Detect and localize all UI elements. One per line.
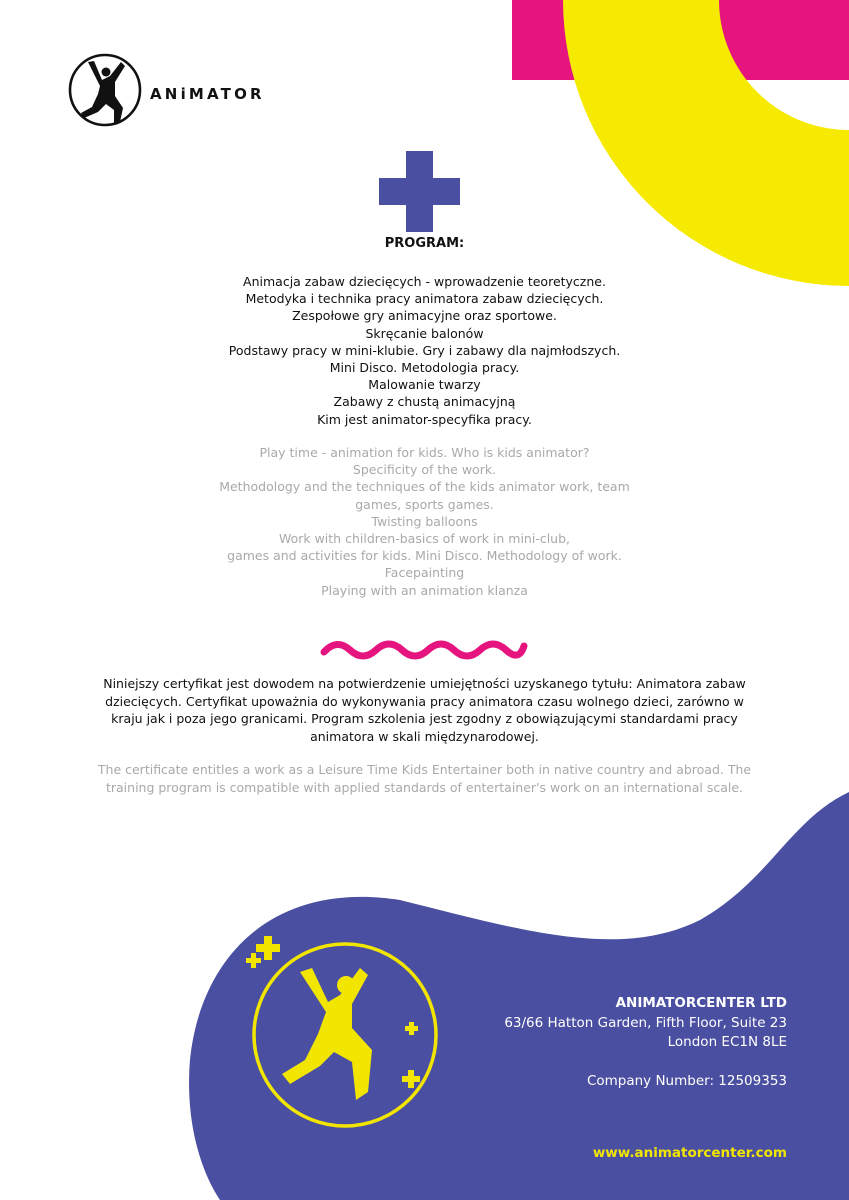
certificate-line-en: The certificate entitles a work as a Leisure Time Kids Entertainer both in native country and abroad. The: [97, 762, 752, 777]
address-line: London EC1N 8LE: [667, 1034, 787, 1050]
program-title: PROGRAM:: [384, 236, 465, 251]
program-item-pl: Metodyka i technika pracy animatora zabaw dziecięcych.: [245, 291, 604, 307]
address-line: 63/66 Hatton Garden, Fifth Floor, Suite 23: [504, 1014, 787, 1031]
program-item-pl: Animacja zabaw dziecięcych - wprowadzenie teoretyczne.: [243, 274, 606, 289]
certificate-line-en: training program is compatible with applied standards of entertainer's work on an international scale.: [105, 779, 744, 795]
program-item-pl: Mini Disco. Metodologia pracy.: [329, 360, 520, 376]
certificate-line-pl: Niniejszy certyfikat jest dowodem na potwierdzenie umiejętności uzyskanego tytułu: Animatora zabaw: [103, 676, 746, 691]
program-item-en: Work with children-basics of work in mini-club,: [278, 531, 571, 547]
program-item-pl: Skręcanie balonów: [365, 325, 484, 341]
company-info: [504, 994, 787, 1091]
certificate-text-en: [80, 761, 769, 796]
certificate-line-pl: kraju jak i poza jego granicami. Program szkolenia jest zgodny z obowiązującymi standardami pracy: [111, 711, 738, 726]
program-item-en: Twisting balloons: [371, 513, 478, 529]
certificate-line-pl: dziecięcych. Certyfikat upoważnia do wykonywania pracy animatora czasu wolnego dzieci, zarówno w: [105, 693, 744, 709]
wave-divider: [318, 636, 530, 664]
program-item-pl: Malowanie twarzy: [368, 377, 481, 393]
program-item-en: Methodology and the techniques of the kids animator work, team: [219, 479, 630, 495]
program-item-en: Play time - animation for kids. Who is kids animator?: [259, 445, 590, 460]
program-list-pl: [120, 273, 729, 428]
program-item-pl: Zespołowe gry animacyjne oraz sportowe.: [292, 308, 557, 324]
certificate-text-pl: [80, 675, 769, 745]
program-item-pl: Podstawy pracy w mini-klubie. Gry i zabawy dla najmłodszych.: [228, 342, 621, 358]
program-list-en: [120, 444, 729, 599]
program-item-en: Facepainting: [384, 565, 465, 581]
program-item-en: games, sports games.: [355, 496, 494, 512]
website-link[interactable]: www.animatorcenter.com: [592, 1145, 787, 1161]
program-item-en: games and activities for kids. Mini Disco. Methodology of work.: [227, 548, 622, 564]
plus-icon: [379, 151, 460, 232]
program-item-en: Playing with an animation klanza: [321, 582, 528, 598]
brand-logo: [68, 52, 278, 130]
program-item-pl: Zabawy z chustą animacyjną: [333, 394, 516, 410]
company-name: ANIMATORCENTER LTD: [615, 995, 787, 1011]
company-number: Company Number: 12509353: [586, 1072, 787, 1089]
program-item-en: Specificity of the work.: [352, 462, 497, 478]
certificate-line-pl: animatora w skali międzynarodowej.: [310, 728, 539, 744]
logo-wordmark: ANiMATOR: [150, 85, 265, 103]
program-item-pl: Kim jest animator-specyfika pracy.: [317, 411, 532, 427]
jumping-figure-logo-icon: [68, 52, 146, 130]
